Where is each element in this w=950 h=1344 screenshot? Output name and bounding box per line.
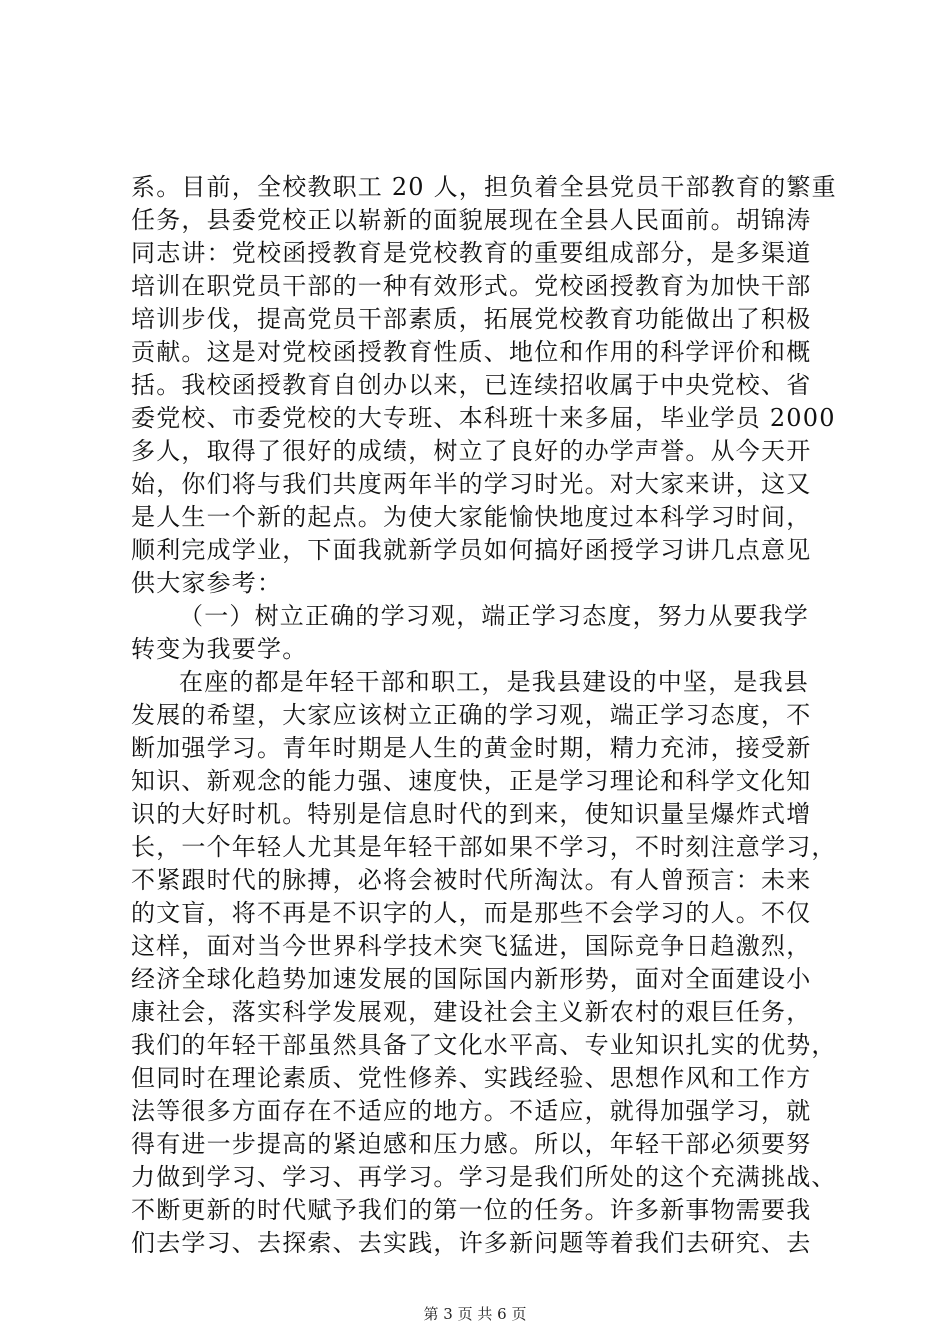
text-line: 得有进一步提高的紧迫感和压力感。所以，年轻干部必须要努: [131, 1130, 812, 1158]
text-line: 我们的年轻干部虽然具备了文化水平高、专业知识扎实的优势，: [131, 1031, 837, 1059]
text-line: 这样，面对当今世界科学技术突飞猛进，国际竞争日趋激烈，: [131, 932, 812, 960]
text-line: 供大家参考：: [131, 569, 283, 597]
text-line: 始，你们将与我们共度两年半的学习时光。对大家来讲，这又: [131, 470, 812, 498]
text-line: 多人，取得了很好的成绩，树立了良好的办学声誉。从今天开: [131, 437, 812, 465]
text-line: 贡献。这是对党校函授教育性质、地位和作用的科学评价和概: [131, 338, 812, 366]
text-line: 任务，县委党校正以崭新的面貌展现在全县人民面前。胡锦涛: [131, 206, 812, 234]
text-line: 培训在职党员干部的一种有效形式。党校函授教育为加快干部: [131, 272, 812, 300]
text-line: 是人生一个新的起点。为使大家能愉快地度过本科学习时间，: [131, 503, 812, 531]
body-text: [131, 171, 837, 1260]
text-line: 知识、新观念的能力强、速度快，正是学习理论和科学文化知: [131, 767, 812, 795]
text-line: 们去学习、去探索、去实践，许多新问题等着我们去研究、去: [131, 1229, 812, 1257]
text-line: 发展的希望，大家应该树立正确的学习观，端正学习态度，不: [131, 701, 812, 729]
text-line: 但同时在理论素质、党性修养、实践经验、思想作风和工作方: [131, 1064, 812, 1092]
text-line: 力做到学习、学习、再学习。学习是我们所处的这个充满挑战、: [131, 1163, 837, 1191]
section-heading-line: 转变为我要学。: [131, 635, 308, 663]
text-line: 长，一个年轻人尤其是年轻干部如果不学习，不时刻注意学习，: [131, 833, 837, 861]
text-line: 顺利完成学业，下面我就新学员如何搞好函授学习讲几点意见: [131, 536, 812, 564]
text-line: 培训步伐，提高党员干部素质，拓展党校教育功能做出了积极: [131, 305, 812, 333]
text-line: 经济全球化趋势加速发展的国际国内新形势，面对全面建设小: [131, 965, 812, 993]
text-line: 委党校、市委党校的大专班、本科班十来多届，毕业学员 2000: [131, 404, 836, 432]
text-line: 括。我校函授教育自创办以来，已连续招收属于中央党校、省: [131, 371, 812, 399]
section-heading-line: （一）树立正确的学习观，端正学习态度，努力从要我学: [179, 602, 809, 630]
text-line: 断加强学习。青年时期是人生的黄金时期，精力充沛，接受新: [131, 734, 812, 762]
text-line: 的文盲，将不再是不识字的人，而是那些不会学习的人。不仅: [131, 899, 812, 927]
text-line: 同志讲：党校函授教育是党校教育的重要组成部分，是多渠道: [131, 239, 812, 267]
text-line: 法等很多方面存在不适应的地方。不适应，就得加强学习，就: [131, 1097, 812, 1125]
text-line: 不紧跟时代的脉搏，必将会被时代所淘汰。有人曾预言：未来: [131, 866, 812, 894]
text-line: 康社会，落实科学发展观，建设社会主义新农村的艰巨任务，: [131, 998, 812, 1026]
text-line: 系。目前，全校教职工 20 人，担负着全县党员干部教育的繁重: [131, 173, 837, 201]
page-number: 第 3 页 共 6 页: [423, 1305, 527, 1323]
text-line: 不断更新的时代赋予我们的第一位的任务。许多新事物需要我: [131, 1196, 812, 1224]
paragraph-first-line: 在座的都是年轻干部和职工，是我县建设的中坚，是我县: [179, 668, 809, 696]
page-footer: [0, 1304, 950, 1324]
text-line: 识的大好时机。特别是信息时代的到来，使知识量呈爆炸式增: [131, 800, 812, 828]
